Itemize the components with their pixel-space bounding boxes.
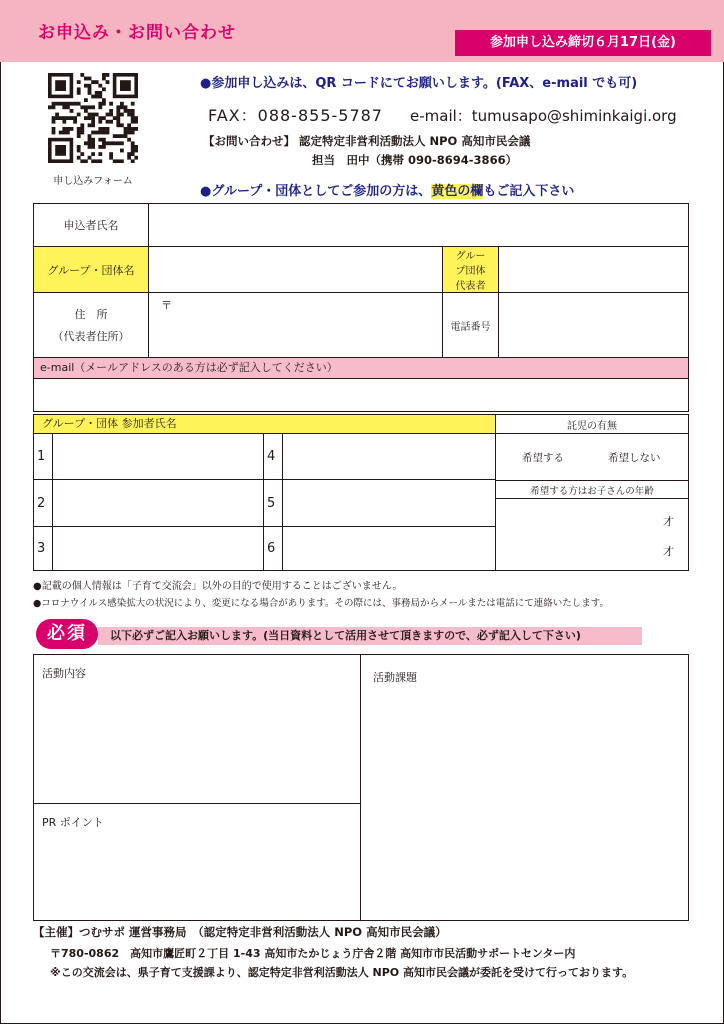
email-field[interactable] [33,378,689,412]
participants-label [33,414,496,434]
header-bar [0,0,724,62]
participant-field-4[interactable] [282,433,496,480]
contact-person: 担当 田中（携帯 090-8694-3866） [312,153,518,167]
participant-number-2 [33,479,53,527]
pr-field[interactable] [33,803,361,921]
participant-field-1[interactable] [52,433,264,480]
group-rep-text: グループ団体代表者 [455,251,486,292]
participant-number-text: 3 [37,541,46,556]
phone-field[interactable] [498,292,689,358]
pr-label: PR ポイント [42,816,104,829]
commission-line: ※この交流会は、県子育て支援課より、認定特定非営利活動法人 NPO 高知市民会議が委託を受けて行っております。 [50,966,634,979]
address-field[interactable] [148,292,443,358]
address-line: 〒780-0862 高知市鷹匠町２丁目 1-43 高知市たかじょう庁舎２階 高知市市民活動サポートセンター内 [50,947,576,960]
childcare-no[interactable]: 希望しない [608,452,661,464]
phone-text: 電話番号 [450,321,491,333]
postal-mark: 〒 [161,299,172,312]
childcare-label [495,414,689,434]
participant-number-3 [33,526,53,571]
activity-field[interactable] [33,654,361,804]
group-name-text: グループ・団体名 [47,263,135,277]
group-rep-field[interactable] [498,246,689,293]
applicant-name-text: 申込者氏名 [63,219,119,232]
address-label [33,292,149,358]
required-badge: 必須 [36,619,98,649]
issue-field[interactable] [360,654,689,921]
participant-number-4 [263,433,283,480]
page-title: お申込み・お問い合わせ [38,23,236,43]
applicant-name-label [33,203,149,247]
childcare-choice[interactable] [495,433,689,481]
participant-field-6[interactable] [282,526,496,571]
activity-label: 活動内容 [42,667,86,680]
participant-number-1 [33,433,53,480]
participant-number-6 [263,526,283,571]
participant-number-text: 4 [267,449,276,464]
participant-number-text: 1 [37,449,46,464]
issue-label: 活動課題 [373,671,417,684]
required-message: 以下必ずご記入お願いします。(当日資料として活用させて頂きますので、必ず記入して下さい) [98,627,642,645]
fax-number: FAX：088-855-5787 [208,106,383,125]
participant-number-text: 2 [37,495,46,511]
apply-note: ●参加申し込みは、QR コードにてお願いします。(FAX、e-mail でも可) [200,76,638,91]
participants-label-text: グループ・団体 参加者氏名 [42,417,177,430]
privacy-note: ●記載の個人情報は「子育て交流会」以外の目的で使用することはございません。 [33,581,403,592]
applicant-name-field[interactable] [148,203,689,247]
organizer-line: 【主催】つむサポ 運営事務局 （認定特定非営利活動法人 NPO 高知市民会議） [33,925,447,939]
covid-note: ●コロナウイルス感染拡大の状況により、変更になる場合があります。その際には、事務局からメールまたは電話にて連絡いたします。 [33,598,610,609]
child-age-label [495,480,689,499]
participant-field-3[interactable] [52,526,264,571]
childcare-label-text: 託児の有無 [567,420,617,432]
contact-org: 【お問い合わせ】 認定特定非営利活動法人 NPO 高知市民会議 [203,134,531,148]
address-sub-text: （代表者住所） [52,330,130,343]
group-name-field[interactable] [148,246,443,293]
childcare-yes[interactable]: 希望する [522,452,564,464]
group-name-label [33,246,149,293]
qr-caption: 申し込みフォーム [53,176,133,187]
participant-number-text: 6 [267,541,276,556]
participant-field-2[interactable] [52,479,264,527]
phone-label [442,292,499,358]
deadline-badge: 参加申し込み締切６月17日(金) [455,30,711,56]
group-note-prefix: ●グループ・団体としてご参加の方は、 [200,184,432,199]
group-note-highlight: 黄色の欄 [431,184,484,199]
email-label-text: e-mail（メールアドレスのある方は必ず記入してください） [40,361,338,374]
email-address: e-mail：tumusapo@shiminkaigi.org [410,107,677,125]
age-unit-2: 才 [663,545,674,558]
participant-field-5[interactable] [282,479,496,527]
group-note [200,180,574,199]
email-label [33,357,689,379]
participant-number-5 [263,479,283,527]
address-text: 住 所 [74,308,108,321]
participant-number-text: 5 [267,495,276,511]
group-note-suffix: もご記入下さい [483,184,575,199]
child-age-label-text: 希望する方はお子さんの年齢 [530,485,654,497]
age-unit-1: 才 [663,515,674,528]
qr-code-icon[interactable] [48,73,138,163]
group-rep-label [442,246,499,293]
child-age-field[interactable] [495,498,689,571]
